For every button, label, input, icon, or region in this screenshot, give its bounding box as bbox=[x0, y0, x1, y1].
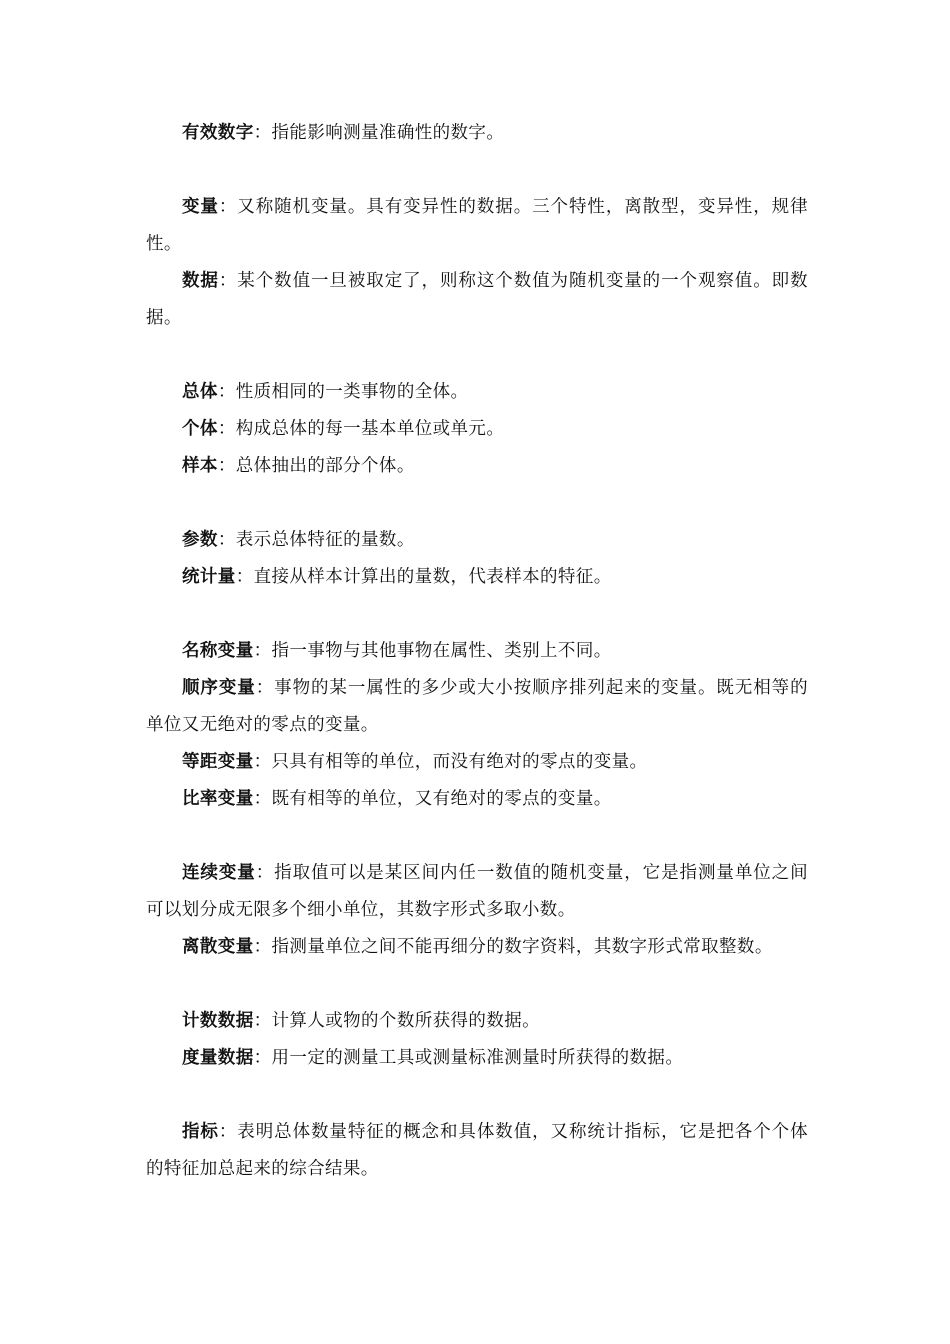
term-label: 离散变量 bbox=[182, 937, 254, 957]
term-label: 等距变量 bbox=[182, 752, 254, 772]
glossary-entry bbox=[146, 1003, 808, 1040]
term-definition: 既有相等的单位，又有绝对的零点的变量。 bbox=[271, 789, 612, 809]
term-separator: ： bbox=[217, 530, 236, 550]
term-definition: 计算人或物的个数所获得的数据。 bbox=[271, 1011, 541, 1031]
glossary-group bbox=[146, 522, 808, 596]
glossary-entry bbox=[146, 115, 808, 152]
glossary-entry bbox=[146, 744, 808, 781]
term-separator: ： bbox=[255, 863, 275, 883]
term-separator: ： bbox=[253, 752, 272, 772]
term-separator: ： bbox=[217, 456, 236, 476]
term-separator: ： bbox=[253, 641, 272, 661]
term-definition: 用一定的测量工具或测量标准测量时所获得的数据。 bbox=[271, 1048, 684, 1068]
term-label: 个体 bbox=[182, 419, 218, 439]
term-label: 名称变量 bbox=[182, 641, 254, 661]
term-label: 指标 bbox=[182, 1122, 219, 1142]
glossary-group bbox=[146, 1114, 808, 1188]
glossary-entry bbox=[146, 1114, 808, 1188]
glossary-entry bbox=[146, 670, 808, 744]
glossary-entry bbox=[146, 374, 808, 411]
term-separator: ： bbox=[235, 567, 254, 587]
term-label: 有效数字 bbox=[182, 123, 254, 143]
term-definition: 指测量单位之间不能再细分的数字资料，其数字形式常取整数。 bbox=[271, 937, 773, 957]
glossary-entry bbox=[146, 1040, 808, 1077]
glossary-entry bbox=[146, 633, 808, 670]
term-label: 计数数据 bbox=[182, 1011, 254, 1031]
term-definition: 性质相同的一类事物的全体。 bbox=[235, 382, 469, 402]
glossary-entry bbox=[146, 522, 808, 559]
glossary-group bbox=[146, 1003, 808, 1077]
term-separator: ： bbox=[217, 419, 236, 439]
term-definition: 指取值可以是某区间内任一数值的随机变量，它是指测量单位之间可以划分成无限多个细小单位，其数字形式多取小数。 bbox=[146, 863, 808, 920]
term-definition: 指能影响测量准确性的数字。 bbox=[271, 123, 505, 143]
glossary-entry bbox=[146, 559, 808, 596]
term-label: 变量 bbox=[182, 197, 219, 217]
glossary-entry bbox=[146, 189, 808, 263]
term-separator: ： bbox=[218, 271, 238, 291]
term-separator: ： bbox=[218, 197, 238, 217]
term-separator: ： bbox=[253, 937, 272, 957]
term-definition: 只具有相等的单位，而没有绝对的零点的变量。 bbox=[271, 752, 648, 772]
glossary-group bbox=[146, 115, 808, 152]
term-separator: ： bbox=[255, 678, 275, 698]
term-label: 比率变量 bbox=[182, 789, 254, 809]
glossary-group bbox=[146, 633, 808, 818]
glossary-entry bbox=[146, 855, 808, 929]
glossary-entry bbox=[146, 448, 808, 485]
term-separator: ： bbox=[218, 1122, 238, 1142]
term-separator: ： bbox=[253, 1011, 272, 1031]
glossary-content bbox=[146, 115, 808, 1188]
term-separator: ： bbox=[253, 1048, 272, 1068]
term-separator: ： bbox=[253, 789, 272, 809]
term-separator: ： bbox=[253, 123, 272, 143]
term-label: 总体 bbox=[182, 382, 218, 402]
term-label: 数据 bbox=[182, 271, 219, 291]
term-label: 统计量 bbox=[182, 567, 236, 587]
term-definition: 事物的某一属性的多少或大小按顺序排列起来的变量。既无相等的单位又无绝对的零点的变量。 bbox=[146, 678, 808, 735]
term-label: 顺序变量 bbox=[182, 678, 256, 698]
glossary-group bbox=[146, 855, 808, 966]
term-definition: 总体抽出的部分个体。 bbox=[235, 456, 415, 476]
term-definition: 直接从样本计算出的量数，代表样本的特征。 bbox=[253, 567, 612, 587]
glossary-entry bbox=[146, 411, 808, 448]
term-label: 参数 bbox=[182, 530, 218, 550]
term-definition: 某个数值一旦被取定了，则称这个数值为随机变量的一个观察值。即数据。 bbox=[146, 271, 808, 328]
term-label: 样本 bbox=[182, 456, 218, 476]
term-definition: 表明总体数量特征的概念和具体数值，又称统计指标，它是把各个个体的特征加总起来的综合结果。 bbox=[146, 1122, 808, 1179]
term-separator: ： bbox=[217, 382, 236, 402]
glossary-entry bbox=[146, 781, 808, 818]
term-label: 度量数据 bbox=[182, 1048, 254, 1068]
glossary-group bbox=[146, 374, 808, 485]
term-definition: 又称随机变量。具有变异性的数据。三个特性，离散型，变异性，规律性。 bbox=[146, 197, 808, 254]
glossary-entry bbox=[146, 929, 808, 966]
glossary-group bbox=[146, 189, 808, 337]
term-label: 连续变量 bbox=[182, 863, 256, 883]
term-definition: 构成总体的每一基本单位或单元。 bbox=[235, 419, 505, 439]
term-definition: 指一事物与其他事物在属性、类别上不同。 bbox=[271, 641, 612, 661]
glossary-entry bbox=[146, 263, 808, 337]
term-definition: 表示总体特征的量数。 bbox=[235, 530, 415, 550]
